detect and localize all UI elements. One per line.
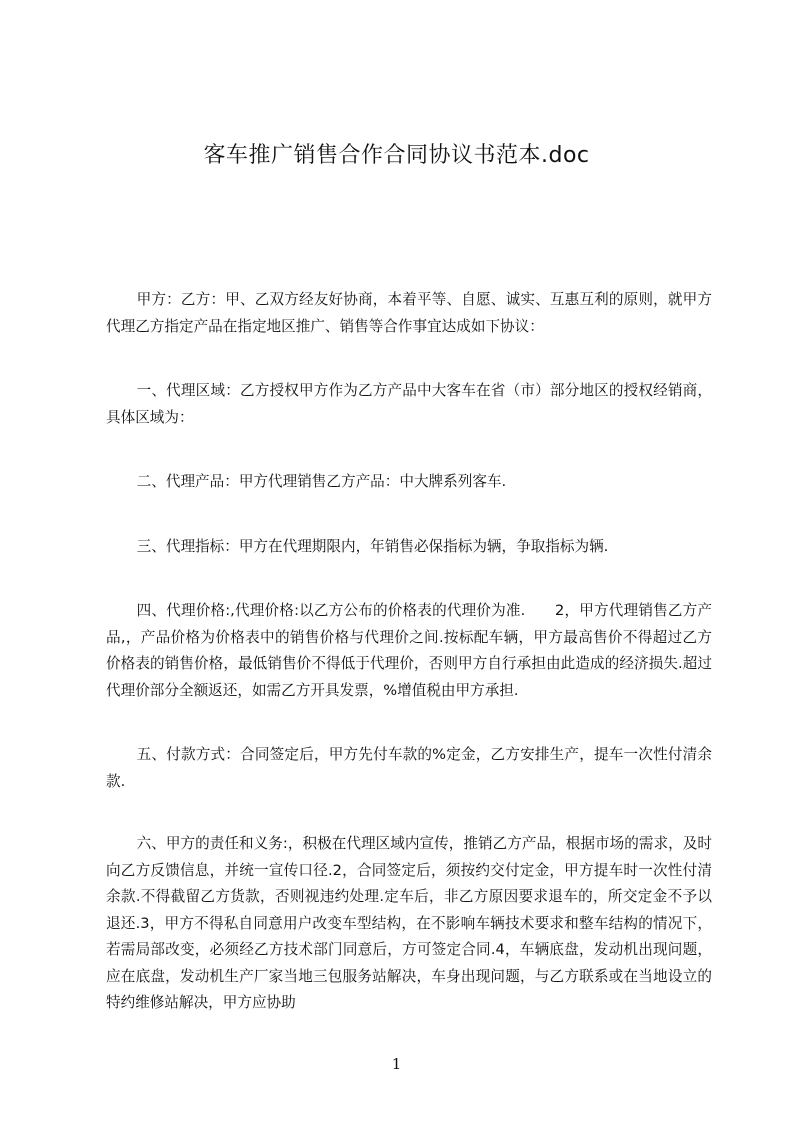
paragraph-agency-price: 四、代理价格:,代理价格:以乙方公布的价格表的代理价为准. 2，甲方代理销售乙方产品,，产品价格为价格表中的销售价格与代理价之间.按标配车辆，甲方最高售价不得超过乙方价格表的销售价格，最低销售价不得低于代理价，否则甲方自行承担由此造成的经济损失.超过代理价部分全额返还，如需乙方开具发票，%增值税由甲方承担.	[106, 602, 712, 699]
page-number: 1	[391, 1055, 402, 1073]
paragraph-agency-target: 三、代理指标：甲方在代理期限内，年销售必保指标为辆，争取指标为辆.	[136, 537, 609, 555]
document-title: 客车推广销售合作合同协议书范本.doc	[203, 143, 590, 168]
paragraph-agency-region: 一、代理区域：乙方授权甲方作为乙方产品中大客车在省（市）部分地区的授权经销商，具体区域为：	[106, 382, 712, 426]
paragraph-preamble: 甲方：乙方：甲、乙双方经友好协商，本着平等、自愿、诚实、互惠互利的原则，就甲方代理乙方指定产品在指定地区推广、销售等合作事宜达成如下协议：	[106, 291, 712, 335]
paragraph-party-a-duties: 六、甲方的责任和义务:，积极在代理区域内宣传，推销乙方产品，根据市场的需求，及时向乙方反馈信息，并统一宣传口径.2，合同签定后，须按约交付定金，甲方提车时一次性付清余款.不得截留乙方货款，否则视违约处理.定车后，非乙方原因要求退车的，所交定金不予以退还.3，甲方不得私自同意用户改变车型结构，在不影响车辆技术要求和整车结构的情况下，若需局部改变，必须经乙方技术部门同意后，方可签定合同.4，车辆底盘，发动机出现问题，应在底盘，发动机生产厂家当地三包服务站解决，车身出现问题，与乙方联系或在当地设立的特约维修站解决，甲方应协助	[106, 835, 712, 1011]
paragraph-agency-product: 二、代理产品：甲方代理销售乙方产品：中大牌系列客车.	[136, 473, 507, 490]
document-body	[106, 287, 712, 1055]
paragraph-payment-method: 五、付款方式：合同签定后，甲方先付车款的%定金，乙方安排生产，提车一次性付清余款.	[106, 746, 712, 790]
